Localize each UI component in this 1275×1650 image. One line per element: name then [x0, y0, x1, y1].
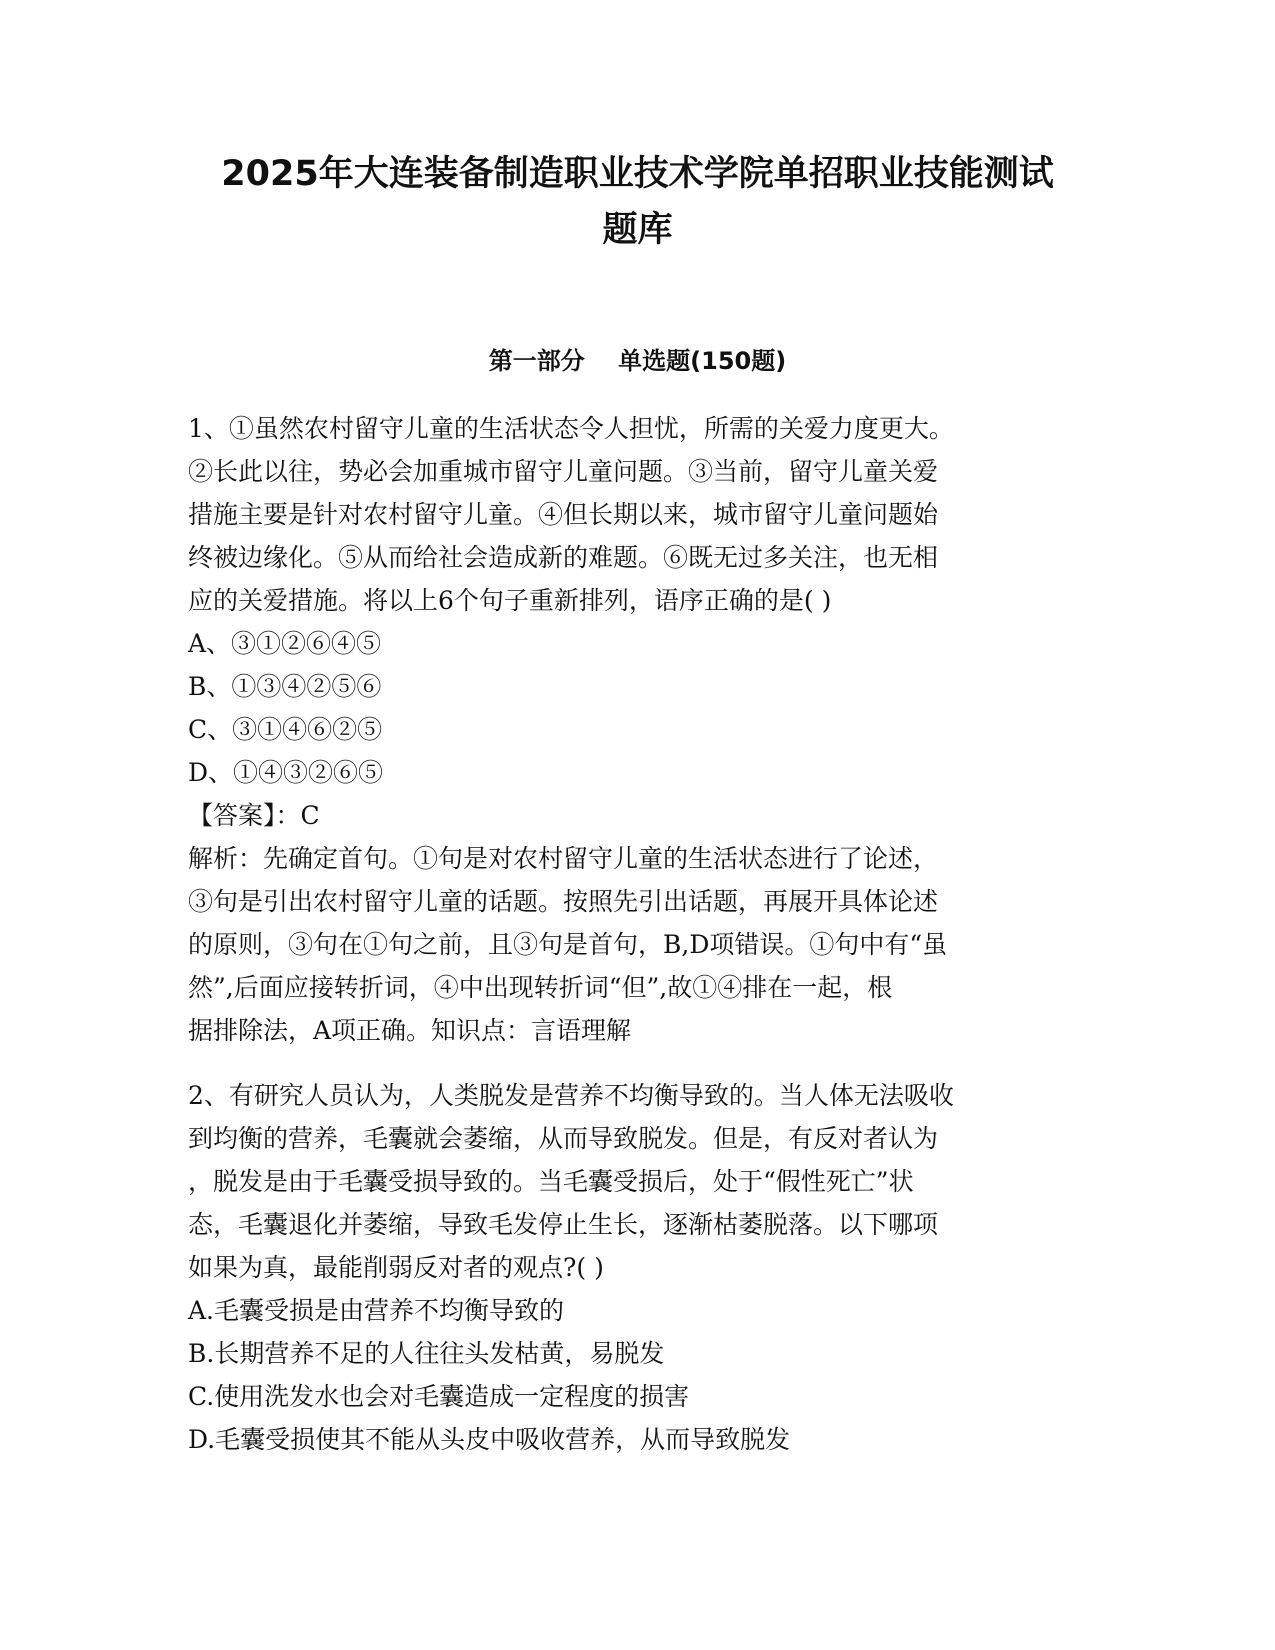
document-title-line-2: 题库 [602, 210, 673, 250]
question-1-option-b: B、①③④②⑤⑥ [188, 672, 382, 701]
question-2-option-c: C.使用洗发水也会对毛囊造成一定程度的损害 [188, 1382, 690, 1411]
question-2-stem-line: 到均衡的营养，毛囊就会萎缩，从而导致脱发。但是，有反对者认为 [188, 1124, 939, 1153]
question-1-analysis-line: ③句是引出农村留守儿童的话题。按照先引出话题，再展开具体论述 [188, 887, 939, 916]
question-1-analysis [188, 837, 1088, 1052]
document-title-line-1: 2025年大连装备制造职业技术学院单招职业技能测试 [221, 154, 1054, 194]
question-1-answer: 【答案】：C [188, 801, 320, 830]
question-1-stem-line: 1、①虽然农村留守儿童的生活状态令人担忧，所需的关爱力度更大。 [188, 414, 954, 443]
question-1-stem-line: 措施主要是针对农村留守儿童。④但长期以来，城市留守儿童问题始 [188, 500, 939, 529]
section-heading: 第一部分 单选题(150题) [488, 347, 787, 375]
question-1-stem-line: ②长此以往，势必会加重城市留守儿童问题。③当前，留守儿童关爱 [188, 457, 939, 486]
question-1-stem [188, 407, 1088, 622]
question-2-stem [188, 1074, 1088, 1289]
question-1 [188, 407, 1088, 1052]
question-2-stem-line: ，脱发是由于毛囊受损导致的。当毛囊受损后，处于“假性死亡”状 [188, 1167, 914, 1196]
question-2-option-a: A.毛囊受损是由营养不均衡导致的 [188, 1296, 565, 1325]
question-2-option-b: B.长期营养不足的人往往头发枯黄，易脱发 [188, 1339, 665, 1368]
question-1-analysis-line: 据排除法，A项正确。知识点：言语理解 [188, 1016, 632, 1045]
question-1-stem-line: 终被边缘化。⑤从而给社会造成新的难题。⑥既无过多关注，也无相 [188, 543, 939, 572]
question-1-analysis-line: 的原则，③句在①句之前，且③句是首句，B,D项错误。①句中有“虽 [188, 930, 948, 959]
question-2-stem-line: 态，毛囊退化并萎缩，导致毛发停止生长，逐渐枯萎脱落。以下哪项 [188, 1210, 939, 1239]
question-2-option-d: D.毛囊受损使其不能从头皮中吸收营养，从而导致脱发 [188, 1425, 791, 1454]
question-2-stem-line: 如果为真，最能削弱反对者的观点?( ) [188, 1253, 604, 1282]
question-1-option-d: D、①④③②⑥⑤ [188, 758, 384, 787]
question-1-stem-line: 应的关爱措施。将以上6个句子重新排列，语序正确的是( ) [188, 586, 832, 615]
question-1-analysis-line: 解析：先确定首句。①句是对农村留守儿童的生活状态进行了论述， [188, 844, 939, 873]
document-title [150, 146, 1125, 258]
question-1-option-a: A、③①②⑥④⑤ [188, 629, 382, 658]
question-2-stem-line: 2、有研究人员认为，人类脱发是营养不均衡导致的。当人体无法吸收 [188, 1081, 954, 1110]
question-1-option-c: C、③①④⑥②⑤ [188, 715, 383, 744]
question-1-analysis-line: 然”,后面应接转折词，④中出现转折词“但”,故①④排在一起，根 [188, 973, 893, 1002]
question-2 [188, 1074, 1088, 1461]
